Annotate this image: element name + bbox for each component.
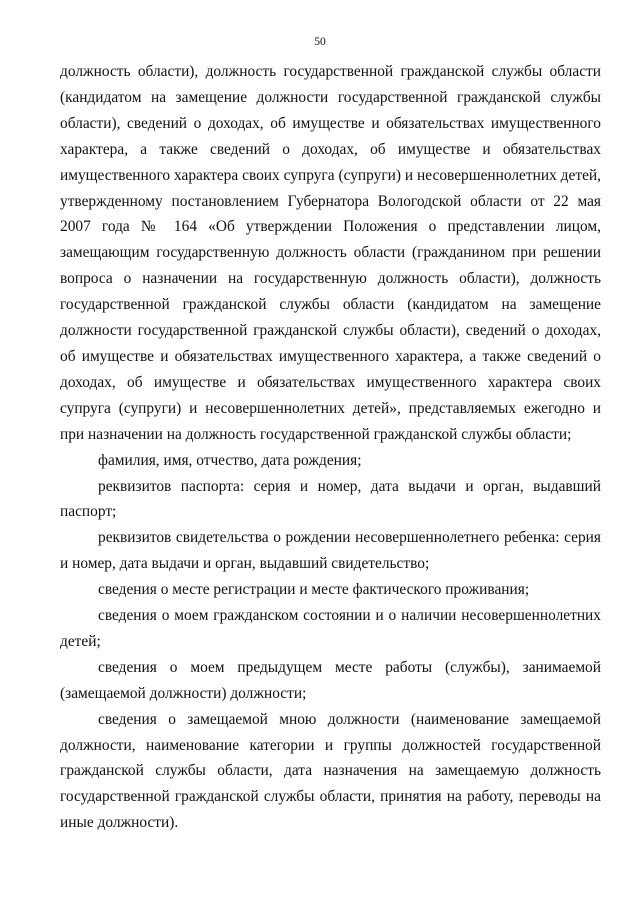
paragraph-civil-status: сведения о моем гражданском состоянии и о наличии несовершеннолетних детей;: [60, 607, 601, 650]
paragraph-passport: реквизитов паспорта: серия и номер, дата выдачи и орган, выдавший паспорт;: [60, 477, 601, 521]
page-number: 50: [314, 36, 326, 48]
paragraph-full-name: фамилия, имя, отчество, дата рождения;: [98, 451, 362, 469]
paragraph-previous-work: сведения о моем предыдущем месте работы (службы), занимаемой (замещаемой должности) должности;: [60, 658, 601, 702]
paragraph-registration: сведения о месте регистрации и месте фактического проживания;: [98, 581, 530, 599]
paragraph-current-position: сведения о замещаемой мною должности (наименование замещаемой должности, наименование категории и группы должностей государственной гражданской службы области, дата назначения на замещаемую должность государственной гражданской службы области, принятия на работу, переводы на иные должности).: [60, 710, 601, 832]
document-body: [60, 59, 601, 836]
paragraph-consent-basis: должность области), должность государственной гражданской службы области (кандидатом на замещение должности государственной гражданской службы области), сведений о доходах, об имуществе и обязательствах имущественного характера, а также сведений о доходах, об имуществе и обязательствах имущественного характера своих супруга (супруги) и несовершеннолетних детей, утвержденному постановлением Губернатора Вологодской области от 22 мая 2007 года № 164 «Об утверждении Положения о представлении лицом, замещающим государственную должность области (гражданином при решении вопроса о назначении на государственную должность области), должность государственной гражданской службы области (кандидатом на замещение должности государственной гражданской службы области), сведений о доходах, об имуществе и обязательствах имущественного характера, а также сведений о доходах, об имуществе и обязательствах имущественного характера своих супруга (супруги) и несовершеннолетних детей», представляемых ежегодно и при назначении на должность государственной гражданской службы области;: [60, 63, 601, 443]
paragraph-birth-certificate: реквизитов свидетельства о рождении несовершеннолетнего ребенка: серия и номер, дата выдачи и орган, выдавший свидетельство;: [60, 529, 601, 573]
